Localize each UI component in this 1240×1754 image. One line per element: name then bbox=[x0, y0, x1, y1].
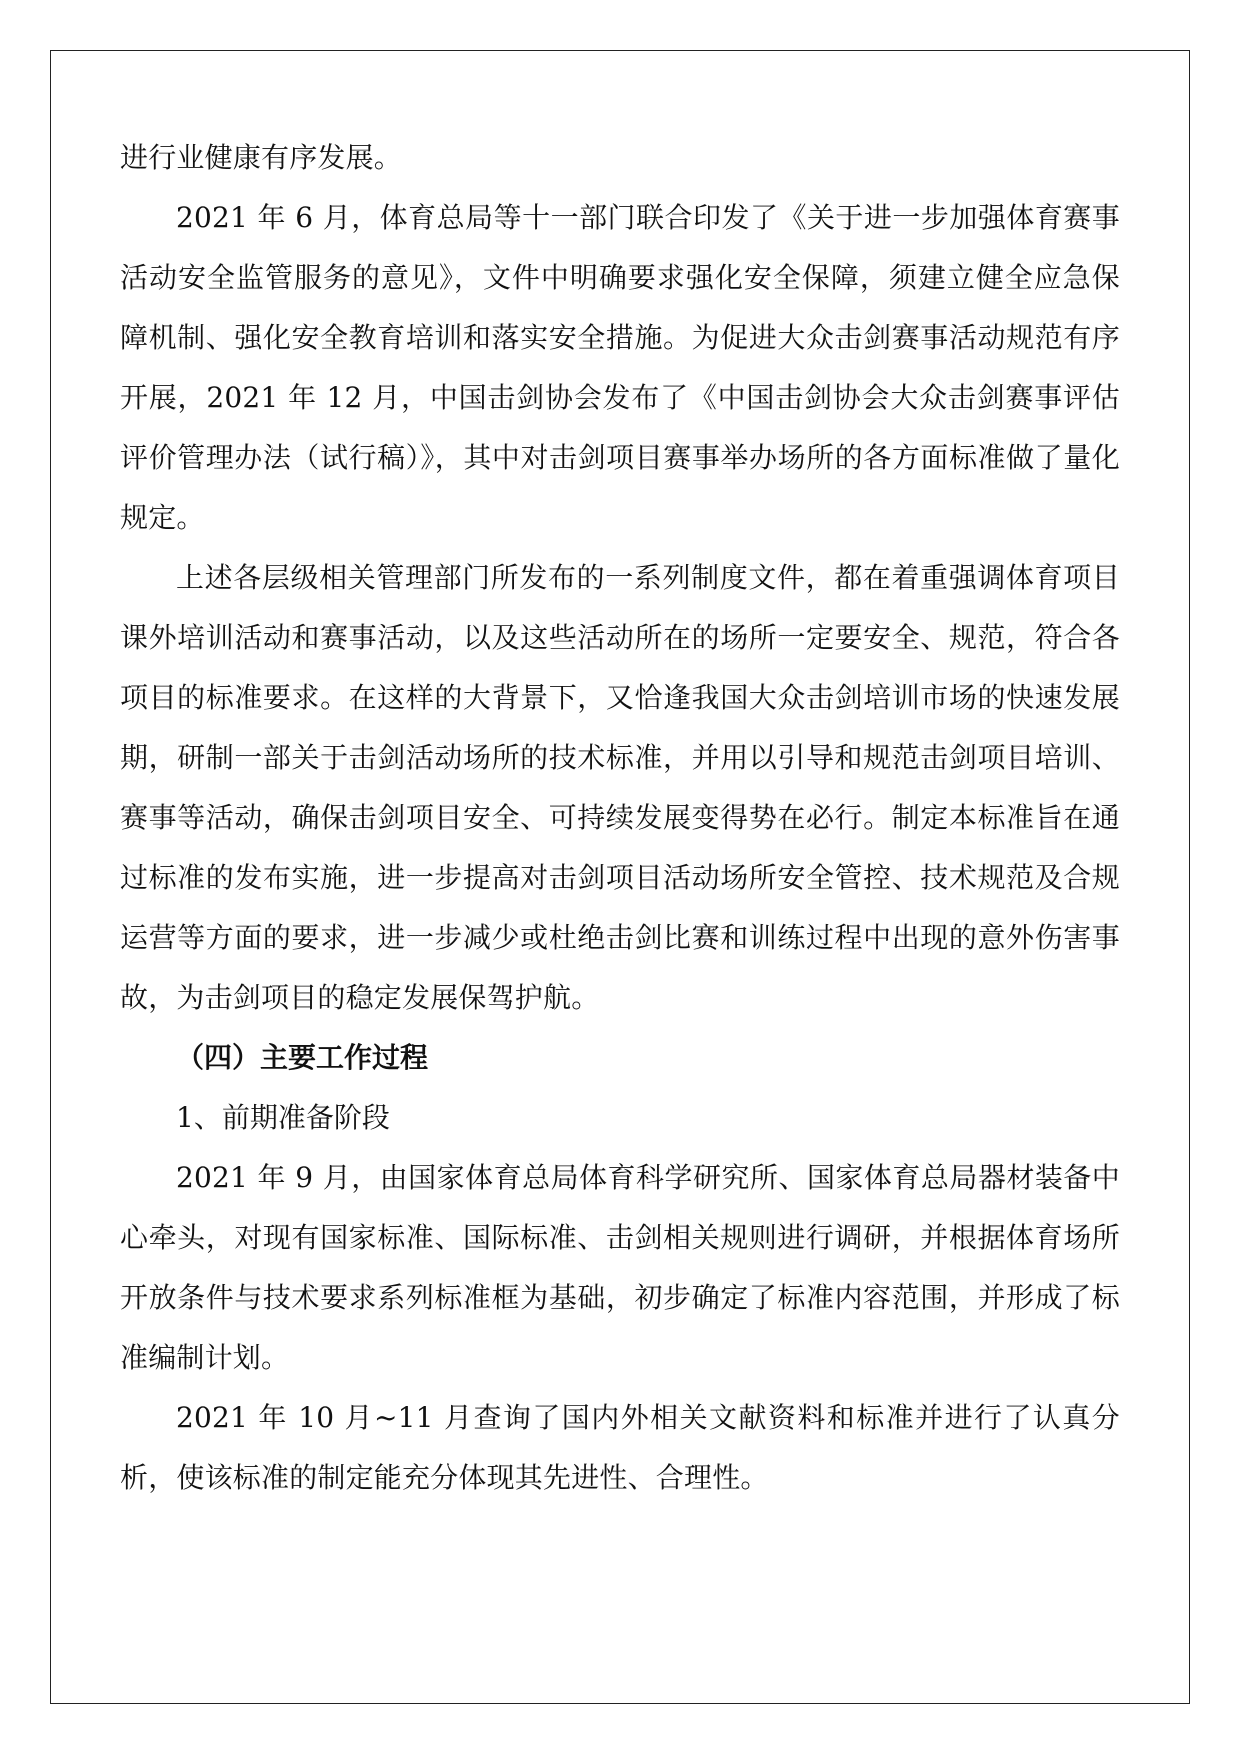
subsection-heading-preparation: 1、前期准备阶段 bbox=[176, 1101, 390, 1134]
paragraph-background: 上述各层级相关管理部门所发布的一系列制度文件，都在着重强调体育项目课外培训活动和赛事活动，以及这些活动所在的场所一定要安全、规范，符合各项目的标准要求。在这样的大背景下，又恰逢我国大众击剑培训市场的快速发展期，研制一部关于击剑活动场所的技术标准，并用以引导和规范击剑项目培训、赛事等活动，确保击剑项目安全、可持续发展变得势在必行。制定本标准旨在通过标准的发布实施，进一步提高对击剑项目活动场所安全管控、技术规范及合规运营等方面的要求，进一步减少或杜绝击剑比赛和训练过程中出现的意外伤害事故，为击剑项目的稳定发展保驾护航。 bbox=[120, 561, 1120, 1014]
paragraph-preparation-sept: 2021 年 9 月，由国家体育总局体育科学研究所、国家体育总局器材装备中心牵头，对现有国家标准、国际标准、击剑相关规则进行调研，并根据体育场所开放条件与技术要求系列标准框为基础，初步确定了标准内容范围，并形成了标准编制计划。 bbox=[120, 1161, 1120, 1374]
section-heading-main-work-process: （四）主要工作过程 bbox=[176, 1041, 429, 1074]
paragraph-literature-review: 2021 年 10 月~11 月查询了国内外相关文献资料和标准并进行了认真分析，使该标准的制定能充分体现其先进性、合理性。 bbox=[120, 1401, 1120, 1494]
paragraph-continuation: 进行业健康有序发展。 bbox=[120, 141, 403, 174]
paragraph-policy-2021-june: 2021 年 6 月，体育总局等十一部门联合印发了《关于进一步加强体育赛事活动安全监管服务的意见》，文件中明确要求强化安全保障，须建立健全应急保障机制、强化安全教育培训和落实安全措施。为促进大众击剑赛事活动规范有序开展，2021 年 12 月，中国击剑协会发布了《中国击剑协会大众击剑赛事评估评价管理办法（试行稿）》，其中对击剑项目赛事举办场所的各方面标准做了量化规定。 bbox=[120, 201, 1120, 534]
document-body bbox=[120, 128, 1120, 1508]
